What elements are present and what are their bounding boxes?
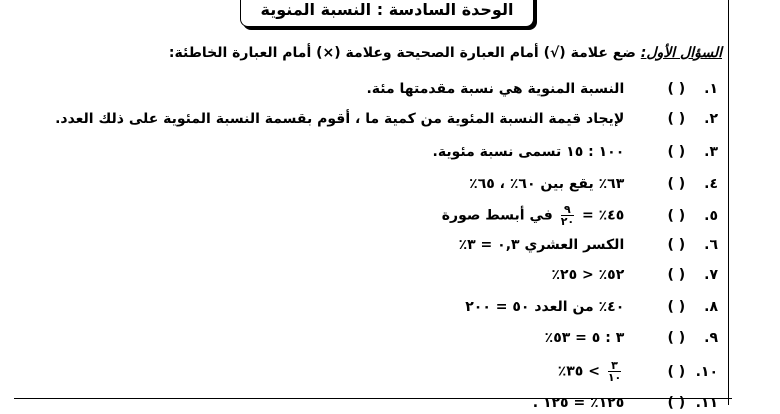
question-text: لإيجاد قيمة النسبة المئوية من كمية ما ، أقوم بقسمة النسبة المئوية على ذلك العدد.: [55, 111, 625, 127]
instructions-label: السؤال الأول:: [640, 45, 722, 61]
answer-bracket[interactable]: ( ): [667, 363, 686, 380]
question-number: ١١.: [695, 395, 718, 411]
answer-bracket[interactable]: ( ): [667, 176, 686, 192]
answer-bracket[interactable]: ( ): [667, 395, 686, 411]
fraction-denominator: ٢٠: [560, 215, 575, 228]
question-number: ٦.: [704, 237, 718, 253]
fraction: [561, 204, 574, 227]
question-10: [558, 360, 718, 382]
question-text: ٤٠٪ من العدد ٥٠ = ٢٠٠: [465, 299, 625, 315]
fraction-numerator: ٩: [561, 204, 574, 216]
question-number: ٢.: [704, 111, 718, 127]
fraction-denominator: ١٠: [607, 371, 622, 384]
question-1: [366, 78, 718, 100]
question-text: ٣ : ٥ = ٥٣٪: [544, 330, 625, 346]
question-number: ٧.: [704, 267, 718, 283]
question-text-after: في أبسط صورة: [441, 207, 553, 224]
question-6: [459, 234, 718, 256]
question-number: ٨.: [704, 299, 718, 315]
question-3: [433, 141, 718, 163]
answer-bracket[interactable]: ( ): [667, 81, 686, 97]
answer-bracket[interactable]: ( ): [667, 299, 686, 315]
question-number: ٥.: [704, 207, 718, 224]
margin-line: [728, 0, 729, 405]
instructions-text: ضع علامة (√) أمام العبارة الصحيحة وعلامة (×) أمام العبارة الخاطئة:: [168, 45, 636, 61]
question-number: ٤.: [704, 176, 718, 192]
answer-bracket[interactable]: ( ): [667, 330, 686, 346]
title-box: [240, 0, 534, 27]
question-number: ٩.: [704, 330, 718, 346]
answer-bracket[interactable]: ( ): [667, 144, 686, 160]
question-7: [551, 264, 718, 286]
question-text: النسبة المنوية هي نسبة مقدمتها مئة.: [366, 81, 625, 97]
question-5: [442, 204, 718, 226]
fraction-numerator: ٣: [608, 360, 621, 372]
question-number: ١.: [704, 81, 718, 97]
question-text: ١٠٠ : ١٥ تسمى نسبة مئوية.: [432, 144, 625, 160]
answer-bracket[interactable]: ( ): [667, 237, 686, 253]
question-text: ١٢٥٪ = ١٢٥ .: [532, 395, 625, 411]
answer-bracket[interactable]: ( ): [667, 267, 686, 283]
question-text: ٥٢٪ < ٢٥٪: [551, 267, 625, 283]
question-text: الكسر العشري ٠,٣ = ٣٪: [458, 237, 625, 253]
question-2: [55, 108, 718, 130]
question-text-before: ٤٥٪ =: [582, 207, 625, 224]
answer-bracket[interactable]: ( ): [667, 207, 686, 224]
fraction: [608, 360, 621, 383]
question-11: [533, 392, 718, 414]
question-number: ١٠.: [695, 363, 718, 380]
question-text: ٦٣٪ يقع بين ٦٠٪ ، ٦٥٪: [469, 176, 625, 192]
instructions: [169, 45, 722, 61]
question-4: [469, 173, 718, 195]
question-9: [545, 327, 718, 349]
page-title: الوحدة السادسة : النسبة المنوية: [260, 0, 514, 19]
answer-bracket[interactable]: ( ): [667, 111, 686, 127]
question-8: [465, 296, 718, 318]
question-text-after: > ٣٥٪: [557, 363, 600, 380]
question-number: ٣.: [704, 144, 718, 160]
